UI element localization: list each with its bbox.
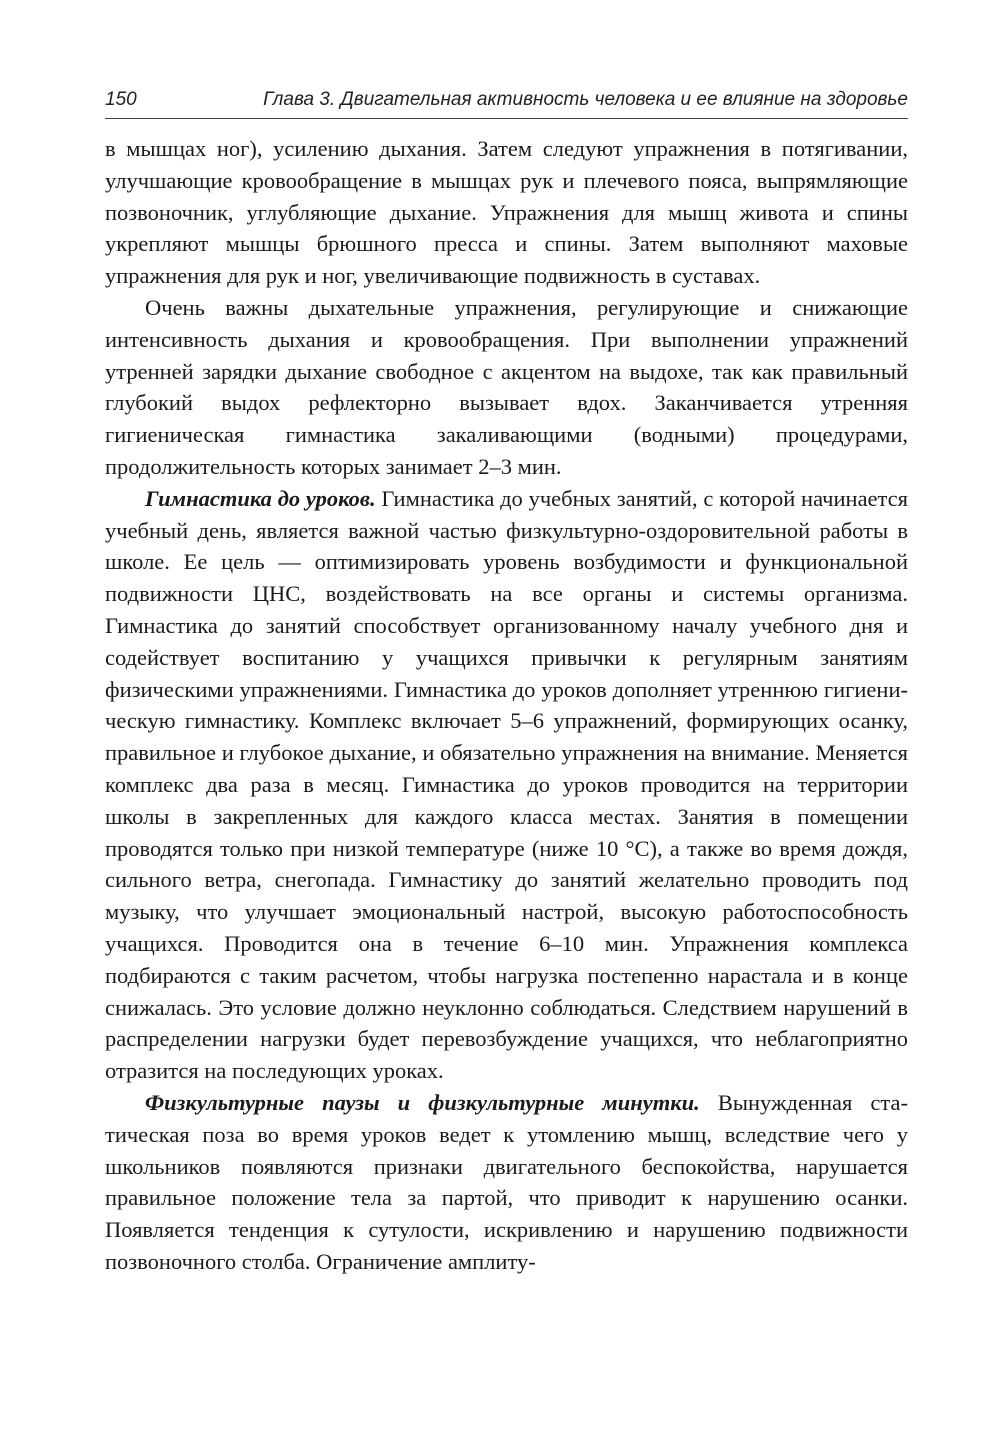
running-head (105, 88, 908, 119)
paragraph-continuation (105, 133, 908, 292)
paragraph-text: Очень важны дыхательные упражнения, регулирующие и снижающие интенсивность дыхания и кровообращения. При выполнении упражнений утренней зарядки дыхание свободное с акцентом на выдохе, так как правильный глубокий выдох рефлекторно вызывает вдох. Заканчивается утренняя гигиеническая гимнастика закаливающими (водными) процедурами, продолжительность которых занимает 2–3 мин. (105, 294, 908, 479)
chapter-title: Глава 3. Двигательная активность человека и ее влияние на здоровье (263, 89, 908, 110)
paragraph-gymnastics-before-lessons (105, 483, 908, 1087)
paragraph-text: Гимнастика до учебных занятий, с которой начинается учебный день, является важной частью физкультурно-оздоровительной работы в школе. Ее цель — оптимизировать уровень возбудимости и функциональной подвижности ЦНС, воздействовать на все органы и системы организма. Гимнастика до занятий способствует организованному началу учебного дня и содействует воспитанию у учащихся привычки к регулярным занятиям физическими упражнениями. Гимнастика до уроков дополняет утреннюю гигиеническую гимнастику. Комплекс включает 5–6 упражнений, формирующих осанку, правильное и глубокое дыхание, и обязательно упражнения на внимание. Меняется комплекс два раза в месяц. Гимнастика до уроков проводится на территории школы в закрепленных для каждого класса местах. Занятия в помещении проводятся только при низкой температуре (ниже 10 °С), а также во время дождя, сильного ветра, снегопада. Гимнастику до занятий желательно проводить под музыку, что улучшает эмоциональный настрой, высокую работоспособность учащихся. Проводится она в течение 6–10 мин. Упражнения комплекса подбираются с таким расчетом, чтобы нагрузка постепенно нарастала и в конце снижалась. Это условие должно неуклонно соблюдаться. Следствием нарушений в распределении нагрузки будет перевозбуждение учащихся, что неблагоприятно отразится на последующих уроках. (105, 485, 908, 1084)
paragraph-breathing-exercises (105, 292, 908, 483)
section-heading-gymnastics: Гимнастика до уроков. (145, 485, 376, 511)
book-page (105, 88, 908, 1278)
paragraph-text: в мышцах ног), усилению дыхания. Затем следуют упражнения в потягивании, улучшающие кровообращение в мышцах рук и плечевого пояса, выпрямляющие позвоночник, углубляющие дыхание. Упражнения для мышц живота и спины укрепляют мышцы брюшного пресса и спины. Затем выполняют маховые упражнения для рук и ног, увеличивающие подвижность в суставах. (105, 136, 908, 289)
page-number: 150 (105, 89, 137, 110)
paragraph-pauses-and-minutes (105, 1087, 908, 1278)
body-text (105, 133, 908, 1278)
section-heading-pauses: Физкультурные паузы и физкультурные минутки. (145, 1089, 700, 1115)
paragraph-text: Вынужденная статическая поза во время уроков ведет к утомлению мышц, вследствие чего у школьников появляются признаки двигательного беспокойства, нарушается правильное положение тела за партой, что приводит к нарушению осанки. Появляется тенденция к сутулости, искривлению и нарушению подвижности позвоночного столба. Ограничение амплиту- (105, 1089, 908, 1274)
